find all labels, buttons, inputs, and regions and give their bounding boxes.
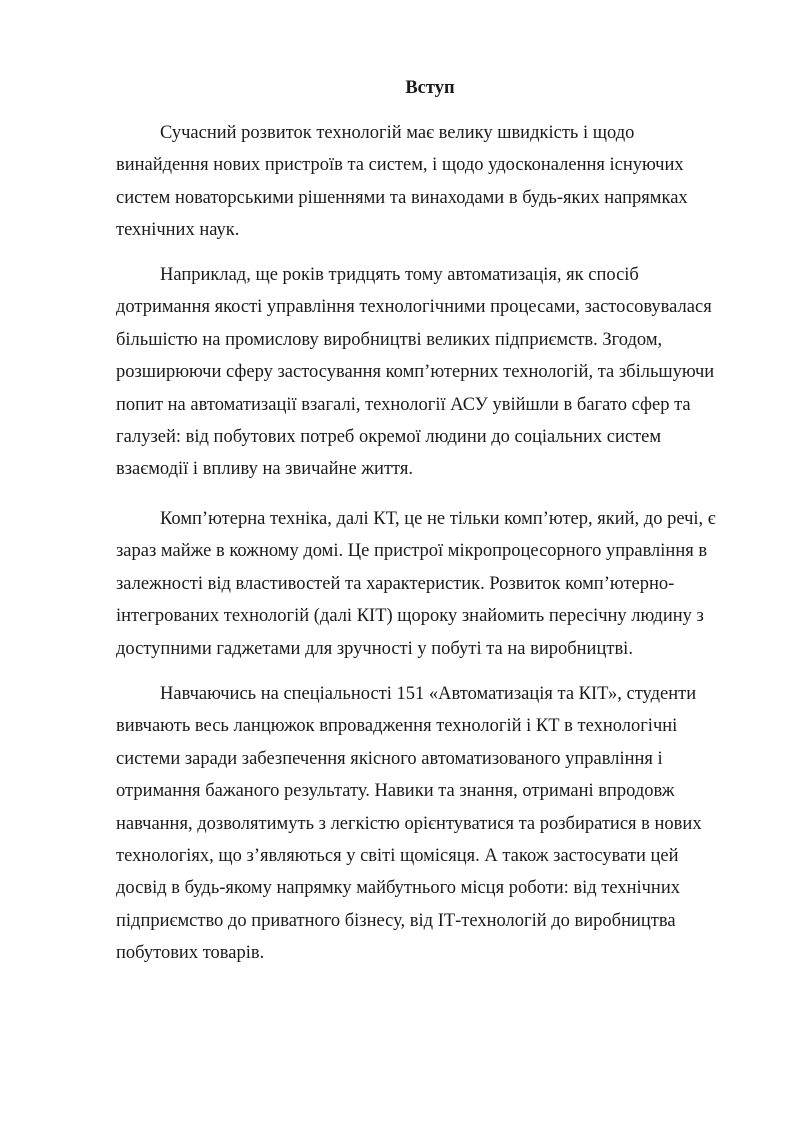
paragraph-4 <box>116 678 736 970</box>
paragraph-1 <box>116 117 736 247</box>
paragraph-line: отримання бажаного результату. Навики та знання, отримані впродовж <box>116 781 675 802</box>
paragraph-line: побутових товарів. <box>116 943 265 964</box>
paragraph-line: зараз майже в кожному домі. Це пристрої мікропроцесорного управління в <box>116 541 708 562</box>
paragraph-line: галузей: від побутових потреб окремої людини до соціальних систем <box>116 427 662 448</box>
paragraph-line: Наприклад, ще років тридцять тому автоматизація, як спосіб <box>160 265 639 285</box>
paragraph-line: систем новаторськими рішеннями та винаходами в будь-яких напрямках <box>116 187 688 208</box>
paragraph-line: Навчаючись на спеціальності 151 «Автоматизація та КІТ», студенти <box>160 684 697 704</box>
paragraph-line: доступними гаджетами для зручності у побуті та на виробництві. <box>116 638 633 659</box>
paragraph-line: взаємодії і впливу на звичайне життя. <box>116 459 414 480</box>
paragraph-line: дотримання якості управління технологічними процесами, застосовувалася <box>116 297 712 318</box>
paragraph-line: технічних наук. <box>116 220 240 241</box>
paragraph-2 <box>116 259 736 486</box>
paragraph-line: інтегрованих технологій (далі КІТ) щороку знайомить пересічну людину з <box>116 606 704 627</box>
paragraph-line: навчання, дозволятимуть з легкістю орієнтуватися та розбиратися в нових <box>116 813 702 834</box>
paragraph-line: більшістю на промислову виробництві великих підприємств. Згодом, <box>116 329 663 350</box>
paragraph-line: розширюючи сферу застосування комп’ютерних технологій, та збільшуючи <box>116 362 715 383</box>
paragraph-line: технологіях, що з’являються у світі щомісяця. А також застосувати цей <box>116 846 679 867</box>
paragraph-line: Комп’ютерна техніка, далі КТ, це не тільки комп’ютер, який, до речі, є <box>160 509 716 529</box>
paragraph-line: вивчають весь ланцюжок впровадження технологій і КТ в технологічні <box>116 716 678 737</box>
paragraph-line: підприємство до приватного бізнесу, від ІТ-технологій до виробництва <box>116 910 676 931</box>
paragraph-3 <box>116 503 736 665</box>
paragraph-line: попит на автоматизації взагалі, технології АСУ увійшли в багато сфер та <box>116 394 691 415</box>
page-title: Вступ <box>405 78 455 98</box>
paragraph-line: досвід в будь-якому напрямку майбутнього місця роботи: від технічних <box>116 878 680 899</box>
paragraph-line: системи заради забезпечення якісного автоматизованого управління і <box>116 748 663 769</box>
paragraph-line: залежності від властивостей та характеристик. Розвиток комп’ютерно- <box>116 573 675 594</box>
paragraph-line: винайдення нових пристроїв та систем, і щодо удосконалення існуючих <box>116 155 684 176</box>
paragraph-line: Сучасний розвиток технологій має велику швидкість і щодо <box>160 123 635 143</box>
